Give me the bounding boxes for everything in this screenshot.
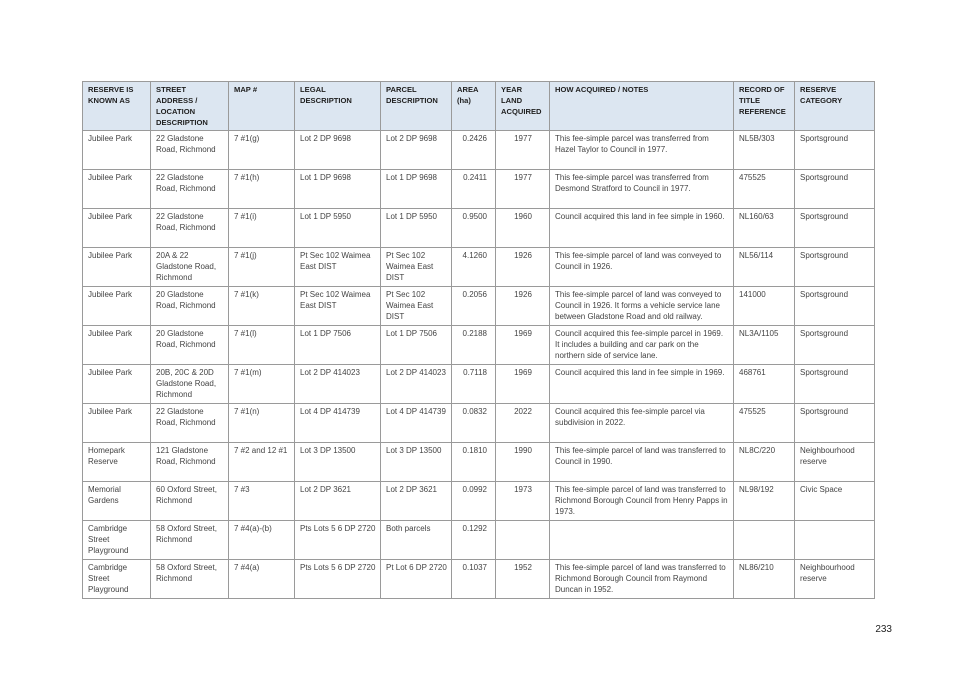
cell-legal-description: Pts Lots 5 6 DP 2720 — [295, 521, 381, 560]
cell-year-acquired: 1952 — [496, 560, 550, 599]
cell-how-acquired: This fee-simple parcel was transferred from Desmond Stratford to Council in 1977. — [550, 170, 734, 209]
header-map-number: MAP # — [229, 82, 295, 131]
cell-legal-description: Lot 2 DP 9698 — [295, 131, 381, 170]
cell-how-acquired — [550, 521, 734, 560]
cell-area: 0.2411 — [452, 170, 496, 209]
cell-reserve-category: Sportsground — [795, 209, 875, 248]
cell-parcel-description: Lot 4 DP 414739 — [381, 404, 452, 443]
cell-reserve-name: Cambridge Street Playground — [83, 521, 151, 560]
cell-legal-description: Lot 3 DP 13500 — [295, 443, 381, 482]
cell-area: 0.2188 — [452, 326, 496, 365]
reserves-table — [82, 81, 875, 599]
cell-map-number: 7 #1(g) — [229, 131, 295, 170]
cell-area: 0.1810 — [452, 443, 496, 482]
table-row — [83, 482, 875, 521]
cell-reserve-category — [795, 521, 875, 560]
table-row — [83, 443, 875, 482]
cell-title-reference: NL98/192 — [734, 482, 795, 521]
table-row — [83, 287, 875, 326]
cell-street-address: 58 Oxford Street, Richmond — [151, 521, 229, 560]
cell-map-number: 7 #1(i) — [229, 209, 295, 248]
cell-reserve-name: Jubilee Park — [83, 209, 151, 248]
cell-year-acquired: 1926 — [496, 287, 550, 326]
cell-map-number: 7 #1(l) — [229, 326, 295, 365]
cell-how-acquired: This fee-simple parcel of land was conveyed to Council in 1926. It forms a vehicle service lane between Gladstone Road and old railway. — [550, 287, 734, 326]
cell-how-acquired: Council acquired this fee-simple parcel via subdivision in 2022. — [550, 404, 734, 443]
table-row — [83, 326, 875, 365]
cell-area: 0.7118 — [452, 365, 496, 404]
cell-area: 0.9500 — [452, 209, 496, 248]
cell-map-number: 7 #1(k) — [229, 287, 295, 326]
cell-street-address: 20 Gladstone Road, Richmond — [151, 326, 229, 365]
table-row — [83, 248, 875, 287]
cell-parcel-description: Lot 2 DP 3621 — [381, 482, 452, 521]
cell-map-number: 7 #1(n) — [229, 404, 295, 443]
cell-parcel-description: Pt Sec 102 Waimea East DIST — [381, 287, 452, 326]
cell-map-number: 7 #3 — [229, 482, 295, 521]
cell-map-number: 7 #4(a)-(b) — [229, 521, 295, 560]
cell-legal-description: Lot 1 DP 7506 — [295, 326, 381, 365]
cell-title-reference: NL5B/303 — [734, 131, 795, 170]
header-how-acquired: HOW ACQUIRED / NOTES — [550, 82, 734, 131]
cell-title-reference: NL3A/1105 — [734, 326, 795, 365]
cell-title-reference: NL56/114 — [734, 248, 795, 287]
cell-street-address: 58 Oxford Street, Richmond — [151, 560, 229, 599]
cell-parcel-description: Both parcels — [381, 521, 452, 560]
cell-reserve-name: Jubilee Park — [83, 326, 151, 365]
cell-street-address: 20B, 20C & 20D Gladstone Road, Richmond — [151, 365, 229, 404]
cell-area: 0.1037 — [452, 560, 496, 599]
cell-year-acquired: 1977 — [496, 170, 550, 209]
table-body — [83, 131, 875, 599]
cell-reserve-category: Sportsground — [795, 170, 875, 209]
cell-legal-description: Lot 2 DP 3621 — [295, 482, 381, 521]
cell-title-reference: NL86/210 — [734, 560, 795, 599]
cell-parcel-description: Lot 2 DP 414023 — [381, 365, 452, 404]
cell-title-reference — [734, 521, 795, 560]
cell-year-acquired — [496, 521, 550, 560]
cell-title-reference: 468761 — [734, 365, 795, 404]
cell-reserve-name: Jubilee Park — [83, 131, 151, 170]
cell-title-reference: 475525 — [734, 170, 795, 209]
cell-reserve-category: Neighbourhood reserve — [795, 560, 875, 599]
header-legal-description: LEGAL DESCRIPTION — [295, 82, 381, 131]
cell-parcel-description: Lot 2 DP 9698 — [381, 131, 452, 170]
cell-how-acquired: This fee-simple parcel of land was conveyed to Council in 1926. — [550, 248, 734, 287]
cell-title-reference: 475525 — [734, 404, 795, 443]
cell-reserve-name: Memorial Gardens — [83, 482, 151, 521]
table-row — [83, 170, 875, 209]
cell-legal-description: Lot 1 DP 5950 — [295, 209, 381, 248]
cell-title-reference: NL160/63 — [734, 209, 795, 248]
cell-year-acquired: 2022 — [496, 404, 550, 443]
table-row — [83, 560, 875, 599]
cell-legal-description: Pt Sec 102 Waimea East DIST — [295, 248, 381, 287]
page-number: 233 — [875, 624, 892, 635]
cell-street-address: 121 Gladstone Road, Richmond — [151, 443, 229, 482]
cell-legal-description: Pt Sec 102 Waimea East DIST — [295, 287, 381, 326]
cell-reserve-category: Sportsground — [795, 326, 875, 365]
cell-area: 0.2056 — [452, 287, 496, 326]
header-reserve-category: RESERVE CATEGORY — [795, 82, 875, 131]
cell-parcel-description: Lot 1 DP 5950 — [381, 209, 452, 248]
cell-street-address: 60 Oxford Street, Richmond — [151, 482, 229, 521]
cell-year-acquired: 1969 — [496, 326, 550, 365]
header-year-acquired: YEAR LAND ACQUIRED — [496, 82, 550, 131]
cell-reserve-name: Homepark Reserve — [83, 443, 151, 482]
cell-street-address: 22 Gladstone Road, Richmond — [151, 404, 229, 443]
cell-year-acquired: 1990 — [496, 443, 550, 482]
cell-reserve-category: Neighbourhood reserve — [795, 443, 875, 482]
cell-how-acquired: This fee-simple parcel of land was transferred to Richmond Borough Council from Henry Papps in 1973. — [550, 482, 734, 521]
cell-legal-description: Lot 4 DP 414739 — [295, 404, 381, 443]
cell-reserve-category: Sportsground — [795, 287, 875, 326]
cell-street-address: 22 Gladstone Road, Richmond — [151, 131, 229, 170]
cell-parcel-description: Pt Sec 102 Waimea East DIST — [381, 248, 452, 287]
cell-area: 0.0992 — [452, 482, 496, 521]
cell-year-acquired: 1977 — [496, 131, 550, 170]
header-title-reference: RECORD OF TITLE REFERENCE — [734, 82, 795, 131]
cell-legal-description: Pts Lots 5 6 DP 2720 — [295, 560, 381, 599]
header-parcel-description: PARCEL DESCRIPTION — [381, 82, 452, 131]
cell-map-number: 7 #2 and 12 #1 — [229, 443, 295, 482]
cell-parcel-description: Lot 1 DP 7506 — [381, 326, 452, 365]
header-street-address: STREET ADDRESS / LOCATION DESCRIPTION — [151, 82, 229, 131]
cell-map-number: 7 #1(m) — [229, 365, 295, 404]
cell-reserve-name: Jubilee Park — [83, 365, 151, 404]
cell-reserve-category: Sportsground — [795, 404, 875, 443]
cell-title-reference: NL8C/220 — [734, 443, 795, 482]
cell-area: 4.1260 — [452, 248, 496, 287]
cell-title-reference: 141000 — [734, 287, 795, 326]
cell-year-acquired: 1926 — [496, 248, 550, 287]
cell-reserve-category: Sportsground — [795, 131, 875, 170]
cell-area: 0.2426 — [452, 131, 496, 170]
cell-reserve-name: Jubilee Park — [83, 170, 151, 209]
cell-reserve-category: Sportsground — [795, 248, 875, 287]
cell-legal-description: Lot 2 DP 414023 — [295, 365, 381, 404]
cell-street-address: 22 Gladstone Road, Richmond — [151, 170, 229, 209]
header-area: AREA (ha) — [452, 82, 496, 131]
cell-how-acquired: This fee-simple parcel of land was transferred to Council in 1990. — [550, 443, 734, 482]
table-row — [83, 209, 875, 248]
cell-reserve-name: Cambridge Street Playground — [83, 560, 151, 599]
cell-parcel-description: Lot 3 DP 13500 — [381, 443, 452, 482]
cell-how-acquired: Council acquired this land in fee simple in 1960. — [550, 209, 734, 248]
cell-parcel-description: Pt Lot 6 DP 2720 — [381, 560, 452, 599]
cell-map-number: 7 #1(h) — [229, 170, 295, 209]
table-row — [83, 131, 875, 170]
cell-reserve-name: Jubilee Park — [83, 404, 151, 443]
cell-reserve-category: Civic Space — [795, 482, 875, 521]
cell-how-acquired: This fee-simple parcel was transferred from Hazel Taylor to Council in 1977. — [550, 131, 734, 170]
table-row — [83, 365, 875, 404]
cell-reserve-category: Sportsground — [795, 365, 875, 404]
cell-street-address: 20 Gladstone Road, Richmond — [151, 287, 229, 326]
cell-parcel-description: Lot 1 DP 9698 — [381, 170, 452, 209]
cell-map-number: 7 #1(j) — [229, 248, 295, 287]
cell-street-address: 20A & 22 Gladstone Road, Richmond — [151, 248, 229, 287]
table-row — [83, 521, 875, 560]
cell-street-address: 22 Gladstone Road, Richmond — [151, 209, 229, 248]
cell-year-acquired: 1969 — [496, 365, 550, 404]
cell-area: 0.0832 — [452, 404, 496, 443]
table-header-row — [83, 82, 875, 131]
cell-map-number: 7 #4(a) — [229, 560, 295, 599]
cell-year-acquired: 1973 — [496, 482, 550, 521]
cell-how-acquired: Council acquired this fee-simple parcel in 1969. It includes a building and car park on the northern side of service lane. — [550, 326, 734, 365]
cell-area: 0.1292 — [452, 521, 496, 560]
cell-how-acquired: This fee-simple parcel of land was transferred to Richmond Borough Council from Raymond Duncan in 1952. — [550, 560, 734, 599]
table-row — [83, 404, 875, 443]
cell-year-acquired: 1960 — [496, 209, 550, 248]
cell-how-acquired: Council acquired this land in fee simple in 1969. — [550, 365, 734, 404]
header-reserve-name: RESERVE IS KNOWN AS — [83, 82, 151, 131]
cell-reserve-name: Jubilee Park — [83, 248, 151, 287]
cell-legal-description: Lot 1 DP 9698 — [295, 170, 381, 209]
cell-reserve-name: Jubilee Park — [83, 287, 151, 326]
